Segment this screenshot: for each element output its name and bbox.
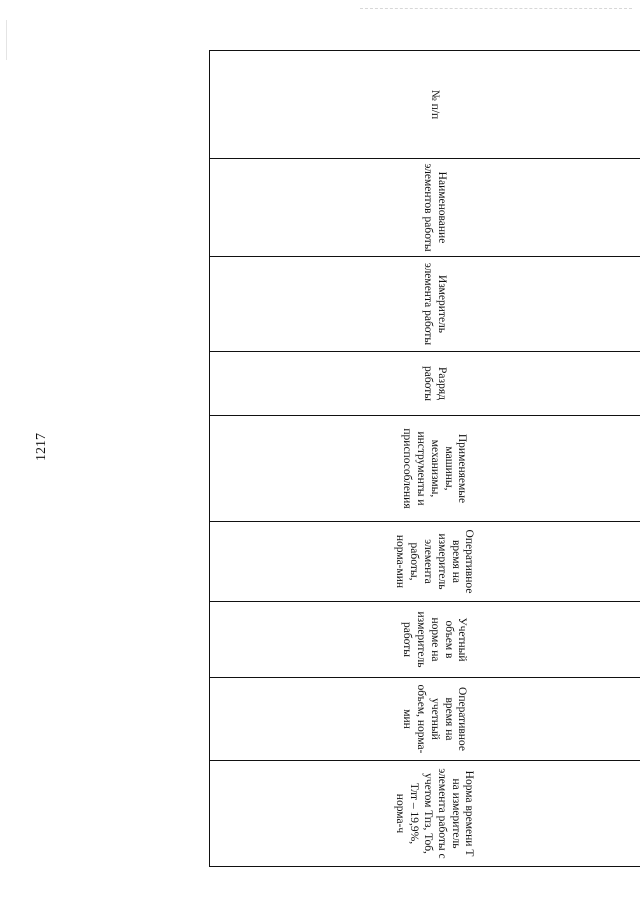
header-row bbox=[210, 51, 640, 867]
header-num: № п/п bbox=[210, 51, 640, 159]
header-norm-time: Норма времени Т на измеритель элемента работы с учетом Тпз, Тоб, Тлт – 19,9%, норма-ч bbox=[210, 761, 640, 867]
header-annual-volume: Учетный объем в норме на измеритель работы bbox=[210, 602, 640, 678]
norms-table-container bbox=[209, 50, 640, 866]
scan-edge-top bbox=[360, 8, 632, 9]
header-op-time-volume: Оперативное время на учетный объем, норма-мин bbox=[210, 678, 640, 761]
header-op-time: Оперативное время на измеритель элемента работы, норма-мин bbox=[210, 522, 640, 602]
header-meter: Измеритель элемента работы bbox=[210, 257, 640, 352]
page-number: 1217 bbox=[34, 433, 49, 461]
header-name: Наименование элементов работы bbox=[210, 159, 640, 257]
header-grade: Разряд работы bbox=[210, 352, 640, 416]
scan-edge-left bbox=[6, 20, 7, 60]
header-machines: Применяемые машины, механизмы, инструменты и приспособления bbox=[210, 416, 640, 522]
norms-table bbox=[209, 50, 640, 867]
